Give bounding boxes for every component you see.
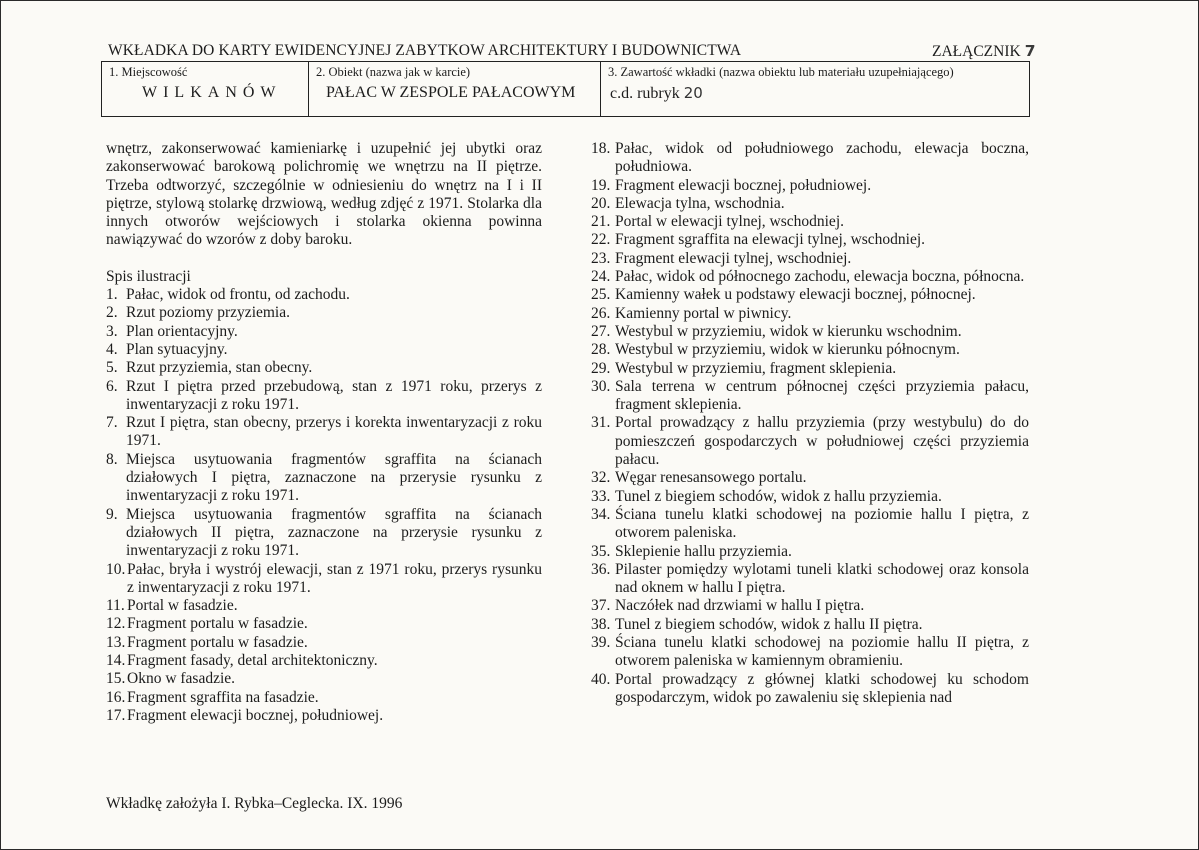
list-item	[591, 305, 1029, 323]
list-item	[106, 689, 542, 707]
attachment-label	[932, 42, 1035, 61]
list-item-text: Fragment portalu w fasadzie.	[127, 615, 308, 633]
field-locality-value: WILKANÓW	[142, 84, 282, 101]
list-item	[106, 286, 542, 304]
list-item-number: 39.	[591, 634, 611, 652]
list-item-text: Węgar renesansowego portalu.	[615, 469, 807, 487]
list-item	[591, 469, 1029, 487]
list-item	[591, 213, 1029, 231]
list-item	[591, 671, 1029, 708]
list-item	[106, 670, 542, 688]
list-item-text: Kamienny portal w piwnicy.	[615, 304, 792, 322]
list-item-text: Fragment sgraffita na fasadzie.	[127, 688, 319, 706]
list-item-text: Westybul w przyziemiu, fragment sklepienia.	[615, 359, 897, 377]
list-item-text: Rzut przyziemia, stan obecny.	[126, 359, 313, 377]
list-item	[106, 414, 542, 451]
list-item-text: Portal prowadzący z głównej klatki schodowej ku schodom gospodarczym, widok po zawaleniu się sklepienia nad	[615, 670, 1029, 706]
intro-paragraph: wnętrz, zakonserwować kamieniarkę i uzupełnić jej ubytki oraz zakonserwować barokową polichromię we wnętrzu na II piętrze. Trzeba odtworzyć, szczególnie w odniesieniu do wnętrz na I i II piętrze, stylową stolarkę drzwiową, według zdjęć z 1971. Stolarka dla innych otworów wejściowych i stolarka okienna powinna nawiązywać do wzorów z doby baroku.	[106, 140, 542, 249]
list-item	[106, 451, 542, 506]
field-object-value: PAŁAC W ZESPOLE PAŁACOWYM	[326, 84, 576, 101]
left-column	[106, 140, 542, 725]
list-item	[106, 707, 542, 725]
list-item-number: 14.	[106, 652, 126, 670]
list-item-number: 18.	[591, 140, 611, 157]
field-contents-label: 3. Zawartość wkładki (nazwa obiektu lub materiału uzupełniającego)	[608, 65, 954, 79]
list-item-number: 19.	[591, 176, 611, 194]
list-item-text: Miejsca usytuowania fragmentów sgraffita na ścianach działowych I piętra, zaznaczone na przerysie rysunku z inwentaryzacji z roku 1971.	[126, 450, 542, 505]
list-item-text: Pilaster pomiędzy wylotami tuneli klatki schodowej oraz konsola nad oknem w hallu I piętra.	[615, 560, 1029, 597]
list-item	[106, 652, 542, 670]
list-item	[591, 341, 1029, 359]
list-item-number: 21.	[591, 213, 611, 231]
list-item-number: 27.	[591, 322, 611, 340]
list-item-number: 7.	[106, 414, 118, 432]
list-item	[591, 177, 1029, 195]
list-item-number: 11.	[106, 597, 125, 615]
list-item-text: Fragment fasady, detal architektoniczny.	[127, 652, 378, 670]
field-contents	[600, 62, 1028, 116]
list-item-number: 13.	[106, 633, 126, 651]
list-item	[591, 414, 1029, 469]
list-item-text: Tunel z biegiem schodów, widok z hallu przyziemia.	[615, 487, 942, 505]
field-locality	[102, 62, 308, 116]
list-item	[591, 360, 1029, 378]
list-item-number: 40.	[591, 670, 611, 688]
list-item-number: 16.	[106, 688, 126, 706]
list-item-number: 36.	[591, 560, 611, 578]
list-item-text: Miejsca usytuowania fragmentów sgraffita na ścianach działowych II piętra, zaznaczone na przerysie rysunku z inwentaryzacji z roku 1971.	[126, 505, 542, 560]
list-item-number: 5.	[106, 359, 118, 377]
list-item	[106, 323, 542, 341]
list-item-number: 4.	[106, 340, 118, 358]
list-item-number: 10.	[106, 560, 126, 578]
list-item	[106, 615, 542, 633]
list-item-text: Okno w fasadzie.	[127, 670, 236, 688]
list-item-number: 8.	[106, 450, 118, 468]
list-item-text: Rzut I piętra przed przebudową, stan z 1971 roku, przerys z inwentaryzacji z roku 1971.	[126, 377, 542, 413]
list-item-number: 31.	[591, 414, 611, 432]
list-item	[591, 286, 1029, 304]
list-item-number: 6.	[106, 377, 118, 395]
illustration-list-left	[106, 286, 542, 725]
list-item-text: Elewacja tylna, wschodnia.	[615, 194, 785, 212]
list-item-number: 23.	[591, 249, 611, 267]
list-item-text: Plan sytuacyjny.	[126, 340, 228, 358]
list-item-number: 38.	[591, 615, 611, 633]
list-item-text: Ściana tunelu klatki schodowej na poziomie hallu I piętra, z otworem paleniska.	[615, 505, 1029, 542]
list-item-number: 3.	[106, 322, 118, 340]
list-item-number: 20.	[591, 194, 611, 212]
list-item-text: Ściana tunelu klatki schodowej na poziomie hallu II piętra, z otworem paleniska w kamiennym obramieniu.	[615, 634, 1029, 670]
list-item-number: 9.	[106, 505, 118, 523]
list-item-text: Pałac, widok od frontu, od zachodu.	[126, 286, 350, 304]
list-item-text: Sklepienie hallu przyziemia.	[615, 542, 792, 560]
list-item	[106, 561, 542, 598]
field-contents-value	[610, 84, 703, 103]
field-object	[308, 62, 600, 116]
list-item-text: Portal w elewacji tylnej, wschodniej.	[615, 213, 844, 231]
list-item-text: Pałac, widok od północnego zachodu, elewacja boczna, północna.	[615, 268, 1025, 286]
list-item-text: Rzut I piętra, stan obecny, przerys i korekta inwentaryzacji z roku 1971.	[126, 414, 542, 450]
list-item-text: Fragment portalu w fasadzie.	[127, 633, 308, 651]
attachment-number: 7	[1024, 42, 1036, 60]
list-item	[591, 323, 1029, 341]
list-item	[106, 597, 542, 615]
list-item-number: 15.	[106, 670, 126, 688]
list-item-text: Portal w fasadzie.	[127, 597, 238, 615]
list-item	[591, 140, 1029, 177]
list-item	[591, 561, 1029, 598]
list-item-text: Portal prowadzący z hallu przyziemia (przy westybulu) do do pomieszczeń gospodarczych w południowej części przyziemia pałacu.	[615, 414, 1029, 469]
list-item-text: Westybul w przyziemiu, widok w kierunku wschodnim.	[615, 322, 962, 340]
list-item-text: Naczółek nad drzwiami w hallu I piętra.	[615, 597, 865, 615]
field-object-label: 2. Obiekt (nazwa jak w karcie)	[316, 65, 471, 79]
list-item	[591, 506, 1029, 543]
list-item-text: Fragment elewacji tylnej, wschodniej.	[615, 249, 852, 267]
list-item-number: 22.	[591, 231, 611, 249]
list-item-number: 17.	[106, 706, 126, 724]
list-item	[591, 488, 1029, 506]
list-item	[591, 634, 1029, 671]
form-title: WKŁADKA DO KARTY EWIDENCYJNEJ ZABYTKOW ARCHITEKTURY I BUDOWNICTWA	[108, 42, 742, 59]
list-item-number: 29.	[591, 359, 611, 377]
list-item-text: Kamienny wałek u podstawy elewacji bocznej, północnej.	[615, 286, 976, 304]
list-item	[591, 268, 1029, 286]
field-contents-number: 20	[683, 84, 703, 102]
list-item-text: Plan orientacyjny.	[126, 322, 238, 340]
list-item-number: 1.	[106, 286, 118, 304]
list-item-number: 28.	[591, 341, 611, 359]
list-item-text: Fragment elewacji bocznej, południowej.	[127, 706, 384, 724]
list-item-number: 33.	[591, 487, 611, 505]
list-item	[106, 304, 542, 322]
list-item	[591, 597, 1029, 615]
list-item-text: Tunel z biegiem schodów, widok z hallu II piętra.	[615, 615, 923, 633]
list-item	[591, 616, 1029, 634]
list-item	[591, 195, 1029, 213]
list-item-number: 34.	[591, 505, 611, 523]
header-fields-table	[101, 61, 1030, 117]
list-item	[591, 231, 1029, 249]
list-item-number: 35.	[591, 542, 611, 560]
illustration-list-title: Spis ilustracji	[106, 267, 191, 285]
list-item-number: 25.	[591, 286, 611, 304]
list-item-number: 30.	[591, 377, 611, 395]
list-item	[106, 506, 542, 561]
list-item-text: Westybul w przyziemiu, widok w kierunku północnym.	[615, 341, 960, 359]
list-item-text: Fragment sgraffita na elewacji tylnej, wschodniej.	[615, 231, 926, 249]
list-item-text: Fragment elewacji bocznej, południowej.	[615, 176, 872, 194]
right-column	[591, 140, 1029, 707]
list-item	[106, 359, 542, 377]
list-item	[591, 250, 1029, 268]
list-item-number: 26.	[591, 304, 611, 322]
illustration-list-right	[591, 140, 1029, 707]
list-item-text: Pałac, bryła i wystrój elewacji, stan z 1971 roku, przerys rysunku z inwentaryzacji z roku 1971.	[127, 560, 542, 596]
footer-note: Wkładkę założyła I. Rybka–Ceglecka. IX. 1996	[106, 795, 403, 812]
list-item-number: 2.	[106, 304, 118, 322]
field-contents-text: c.d. rubryk	[610, 85, 680, 102]
list-item-text: Pałac, widok od południowego zachodu, elewacja boczna, południowa.	[615, 140, 1029, 176]
list-item	[106, 378, 542, 415]
list-item-number: 12.	[106, 615, 126, 633]
field-locality-label: 1. Miejscowość	[109, 65, 188, 79]
list-item	[591, 543, 1029, 561]
list-item-number: 37.	[591, 597, 611, 615]
attachment-label-text: ZAŁĄCZNIK	[932, 43, 1021, 60]
list-item	[106, 341, 542, 359]
list-item-number: 24.	[591, 268, 611, 286]
list-item	[591, 378, 1029, 415]
list-item-text: Rzut poziomy przyziemia.	[126, 304, 290, 322]
list-item-text: Sala terrena w centrum północnej części przyziemia pałacu, fragment sklepienia.	[615, 377, 1029, 414]
list-item	[106, 634, 542, 652]
list-item-number: 32.	[591, 469, 611, 487]
